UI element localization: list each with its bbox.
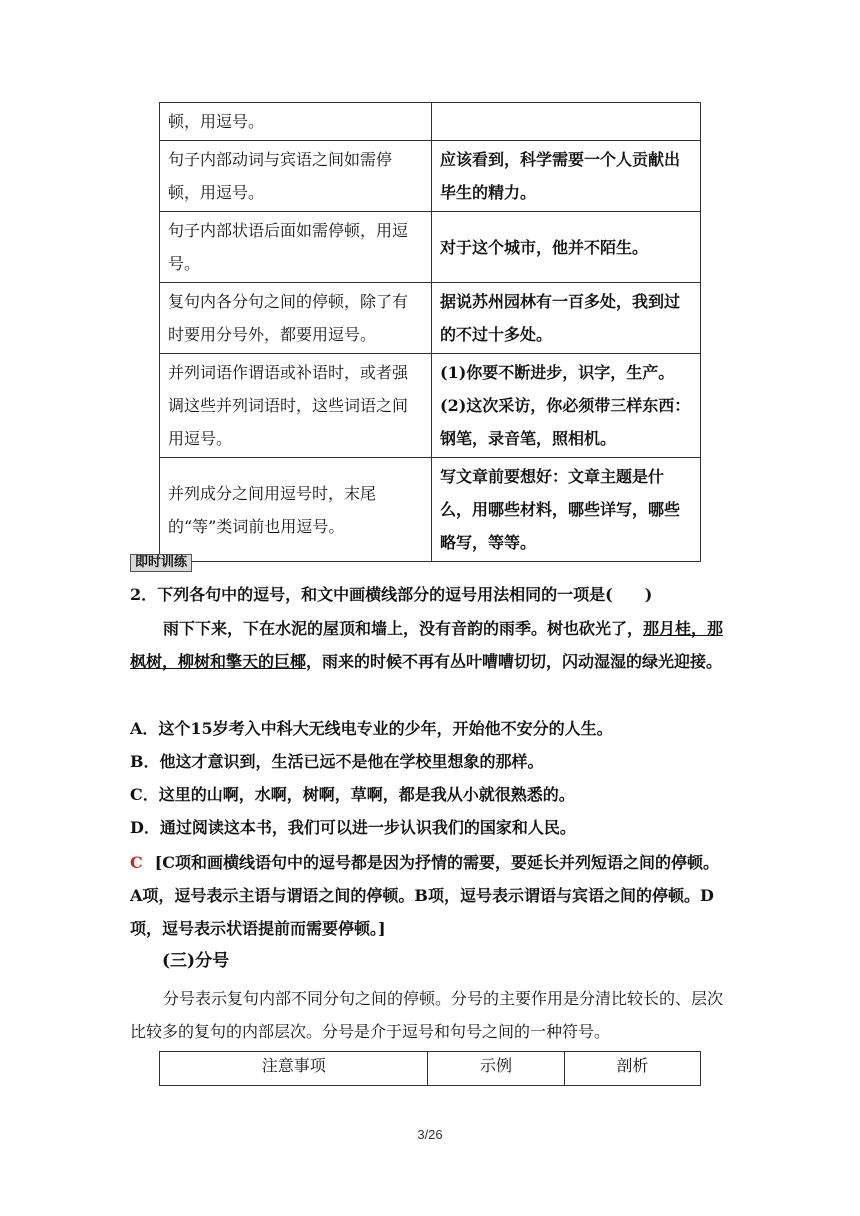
example-cell <box>432 103 701 141</box>
question-passage <box>130 612 730 678</box>
table-row <box>160 1052 701 1086</box>
example-cell: 应该看到，科学需要一个人贡献出毕生的精力。 <box>432 141 701 212</box>
header-cell-example: 示例 <box>428 1052 564 1086</box>
answer-explanation <box>130 846 730 945</box>
table-row <box>160 458 701 562</box>
option-d: D．通过阅读这本书，我们可以进一步认识我们的国家和人民。 <box>130 818 576 837</box>
rule-cell: 并列词语作谓语或补语时，或者强调这些并列词语时，这些词语之间用逗号。 <box>160 354 432 458</box>
passage-underlined: 那月桂，那枫树，柳树和擎天的巨椰 <box>130 619 724 671</box>
table-row <box>160 354 701 458</box>
option-a: A．这个15岁考入中科大无线电专业的少年，开始他不安分的人生。 <box>130 719 613 738</box>
semicolon-table-header <box>159 1051 701 1086</box>
example-cell <box>432 354 701 458</box>
answer-letter: C <box>130 853 143 872</box>
passage-before: 雨下下来，下在水泥的屋顶和墙上，没有音韵的雨季。树也砍光了， <box>163 619 644 638</box>
example-cell: 据说苏州园林有一百多处，我到过的不过十多处。 <box>432 283 701 354</box>
answer-text: [C项和画横线语句中的逗号都是因为抒情的需要，要延长并列短语之间的停顿。A项，逗号表示主语与谓语之间的停顿。B项，逗号表示谓语与宾语之间的停顿。D项，逗号表示状语提前而需要停顿。] <box>130 853 720 938</box>
example-line: (2)这次采访，你必须带三样东西：钢笔，录音笔，照相机。 <box>440 396 691 448</box>
table-row <box>160 212 701 283</box>
section-heading: (三)分号 <box>162 951 230 971</box>
header-cell-notes: 注意事项 <box>160 1052 428 1086</box>
rule-cell: 复句内各分句之间的停顿，除了有时要用分号外，都要用逗号。 <box>160 283 432 354</box>
rule-cell: 句子内部动词与宾语之间如需停顿，用逗号。 <box>160 141 432 212</box>
example-cell: 对于这个城市，他并不陌生。 <box>432 212 701 283</box>
option-b: B．他这才意识到，生活已远不是他在学校里想象的那样。 <box>130 752 544 771</box>
rule-cell: 句子内部状语后面如需停顿，用逗号。 <box>160 212 432 283</box>
example-line: (1)你要不断进步，识字，生产。 <box>440 363 675 382</box>
header-cell-analysis: 剖析 <box>564 1052 700 1086</box>
question-stem: 2．下列各句中的逗号，和文中画横线部分的逗号用法相同的一项是( ) <box>130 585 653 604</box>
section-paragraph: 分号表示复句内部不同分句之间的停顿。分号的主要作用是分清比较长的、层次比较多的复句的内部层次。分号是介于逗号和句号之间的一种符号。 <box>130 989 724 1041</box>
table-row <box>160 283 701 354</box>
practice-badge: 即时训练 <box>130 554 192 572</box>
rule-cell: 并列成分之间用逗号时，末尾的“等”类词前也用逗号。 <box>160 458 432 562</box>
passage-after: ，雨来的时候不再有丛叶嘈嘈切切，闪动湿湿的绿光迎接。 <box>306 652 723 671</box>
example-cell: 写文章前要想好：文章主题是什么，用哪些材料，哪些详写，哪些略写，等等。 <box>432 458 701 562</box>
table-row <box>160 141 701 212</box>
page-number: 3/26 <box>417 1127 443 1142</box>
comma-rules-table <box>159 102 701 562</box>
table-row <box>160 103 701 141</box>
option-c: C．这里的山啊，水啊，树啊，草啊，都是我从小就很熟悉的。 <box>130 785 575 804</box>
rule-cell: 顿，用逗号。 <box>160 103 432 141</box>
